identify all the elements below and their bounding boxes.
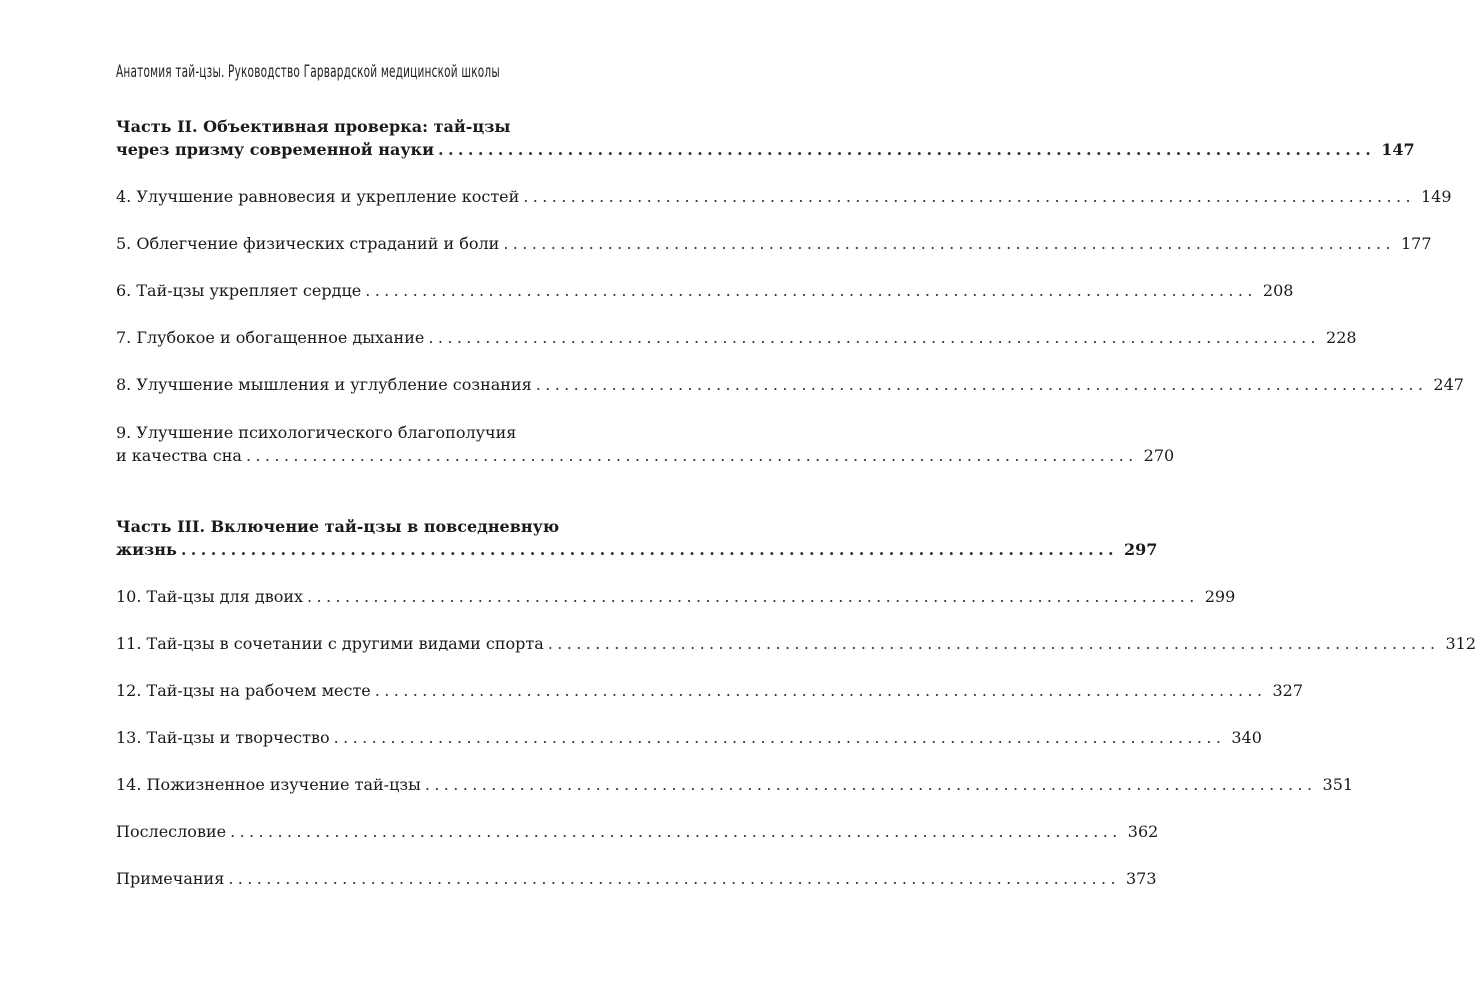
toc-chapter-7[interactable] <box>116 326 1357 349</box>
toc-notes[interactable] <box>116 867 1157 890</box>
toc-chapter-title: 5. Облегчение физических страданий и боли <box>116 234 500 253</box>
toc-chapter-title: 14. Пожизненное изучение тай-цзы <box>116 775 421 794</box>
toc-chapter-page: 351 <box>1322 775 1354 794</box>
toc-chapter-5[interactable] <box>116 232 1432 255</box>
leader-dots: .............................................................................................. <box>535 375 1428 394</box>
leader-dots: .............................................................................................. <box>523 187 1415 206</box>
toc-chapter-10[interactable] <box>116 585 1236 608</box>
toc-chapter-page: 177 <box>1401 234 1432 253</box>
toc-chapter-title: 4. Улучшение равновесия и укрепление костей <box>116 187 520 206</box>
toc-chapter-8[interactable] <box>116 373 1464 396</box>
toc-part-3-page: 297 <box>1124 540 1158 559</box>
leader-dots: .............................................................................................. <box>228 869 1120 888</box>
toc-chapter-page: 327 <box>1272 681 1303 700</box>
toc-chapter-title: 10. Тай-цзы для двоих <box>116 587 304 606</box>
running-head: Анатомия тай-цзы. Руководство Гарвардской медицинской школы <box>116 62 500 82</box>
leader-dots: .............................................................................................. <box>428 328 1321 347</box>
toc-chapter-title: 13. Тай-цзы и творчество <box>116 728 330 747</box>
toc-part-3-title-line2: жизнь <box>116 540 177 559</box>
toc-chapter-title: 7. Глубокое и обогащенное дыхание <box>116 328 425 347</box>
toc-chapter-title: 12. Тай-цзы на рабочем месте <box>116 681 371 700</box>
toc-chapter-title: 6. Тай-цзы укрепляет сердце <box>116 281 362 300</box>
leader-dots: .............................................................................................. <box>333 728 1226 747</box>
leader-dots: .............................................................................................. <box>503 234 1395 253</box>
leader-dots: .............................................................................................. <box>437 140 1376 159</box>
toc-part-3[interactable] <box>116 515 1158 561</box>
toc-chapter-page: 149 <box>1420 187 1452 206</box>
toc-chapter-page: 299 <box>1204 587 1236 606</box>
toc-chapter-page: 208 <box>1262 281 1294 300</box>
toc-chapter-page: 362 <box>1127 822 1159 841</box>
toc-chapter-page: 340 <box>1231 728 1262 747</box>
leader-dots: .............................................................................................. <box>547 634 1440 653</box>
leader-dots: .............................................................................................. <box>180 540 1119 559</box>
toc-chapter-11[interactable] <box>116 632 1476 655</box>
toc-chapter-4[interactable] <box>116 185 1452 208</box>
toc-chapter-title: Послесловие <box>116 822 227 841</box>
leader-dots: .............................................................................................. <box>230 822 1122 841</box>
toc-part-2-page: 147 <box>1381 140 1415 159</box>
toc-chapter-6[interactable] <box>116 279 1294 302</box>
toc-chapter-page: 312 <box>1445 634 1476 653</box>
leader-dots: .............................................................................................. <box>307 587 1199 606</box>
toc-part-3-title-line1: Часть III. Включение тай-цзы в повседневную <box>116 517 560 536</box>
toc-chapter-page: 247 <box>1433 375 1464 394</box>
toc-part-2-title-line1: Часть II. Объективная проверка: тай-цзы <box>116 117 511 136</box>
toc-chapter-page: 373 <box>1126 869 1157 888</box>
toc-chapter-title-line2: и качества сна <box>116 446 242 465</box>
toc-chapter-page: 270 <box>1143 446 1175 465</box>
toc-chapter-12[interactable] <box>116 679 1303 702</box>
toc-afterword[interactable] <box>116 820 1159 843</box>
leader-dots: .............................................................................................. <box>424 775 1317 794</box>
toc-chapter-14[interactable] <box>116 773 1354 796</box>
toc-part-2[interactable] <box>116 115 1415 161</box>
leader-dots: .............................................................................................. <box>374 681 1267 700</box>
toc-chapter-page: 228 <box>1326 328 1357 347</box>
toc-chapter-9[interactable] <box>116 421 1175 467</box>
toc-chapter-title: 8. Улучшение мышления и углубление сознания <box>116 375 532 394</box>
toc-chapter-13[interactable] <box>116 726 1262 749</box>
toc-chapter-title: Примечания <box>116 869 225 888</box>
toc-chapter-title-line1: 9. Улучшение психологического благополучия <box>116 423 517 442</box>
leader-dots: .............................................................................................. <box>365 281 1257 300</box>
leader-dots: .............................................................................................. <box>245 446 1138 465</box>
toc-chapter-title: 11. Тай-цзы в сочетании с другими видами спорта <box>116 634 544 653</box>
toc-part-2-title-line2: через призму современной науки <box>116 140 434 159</box>
